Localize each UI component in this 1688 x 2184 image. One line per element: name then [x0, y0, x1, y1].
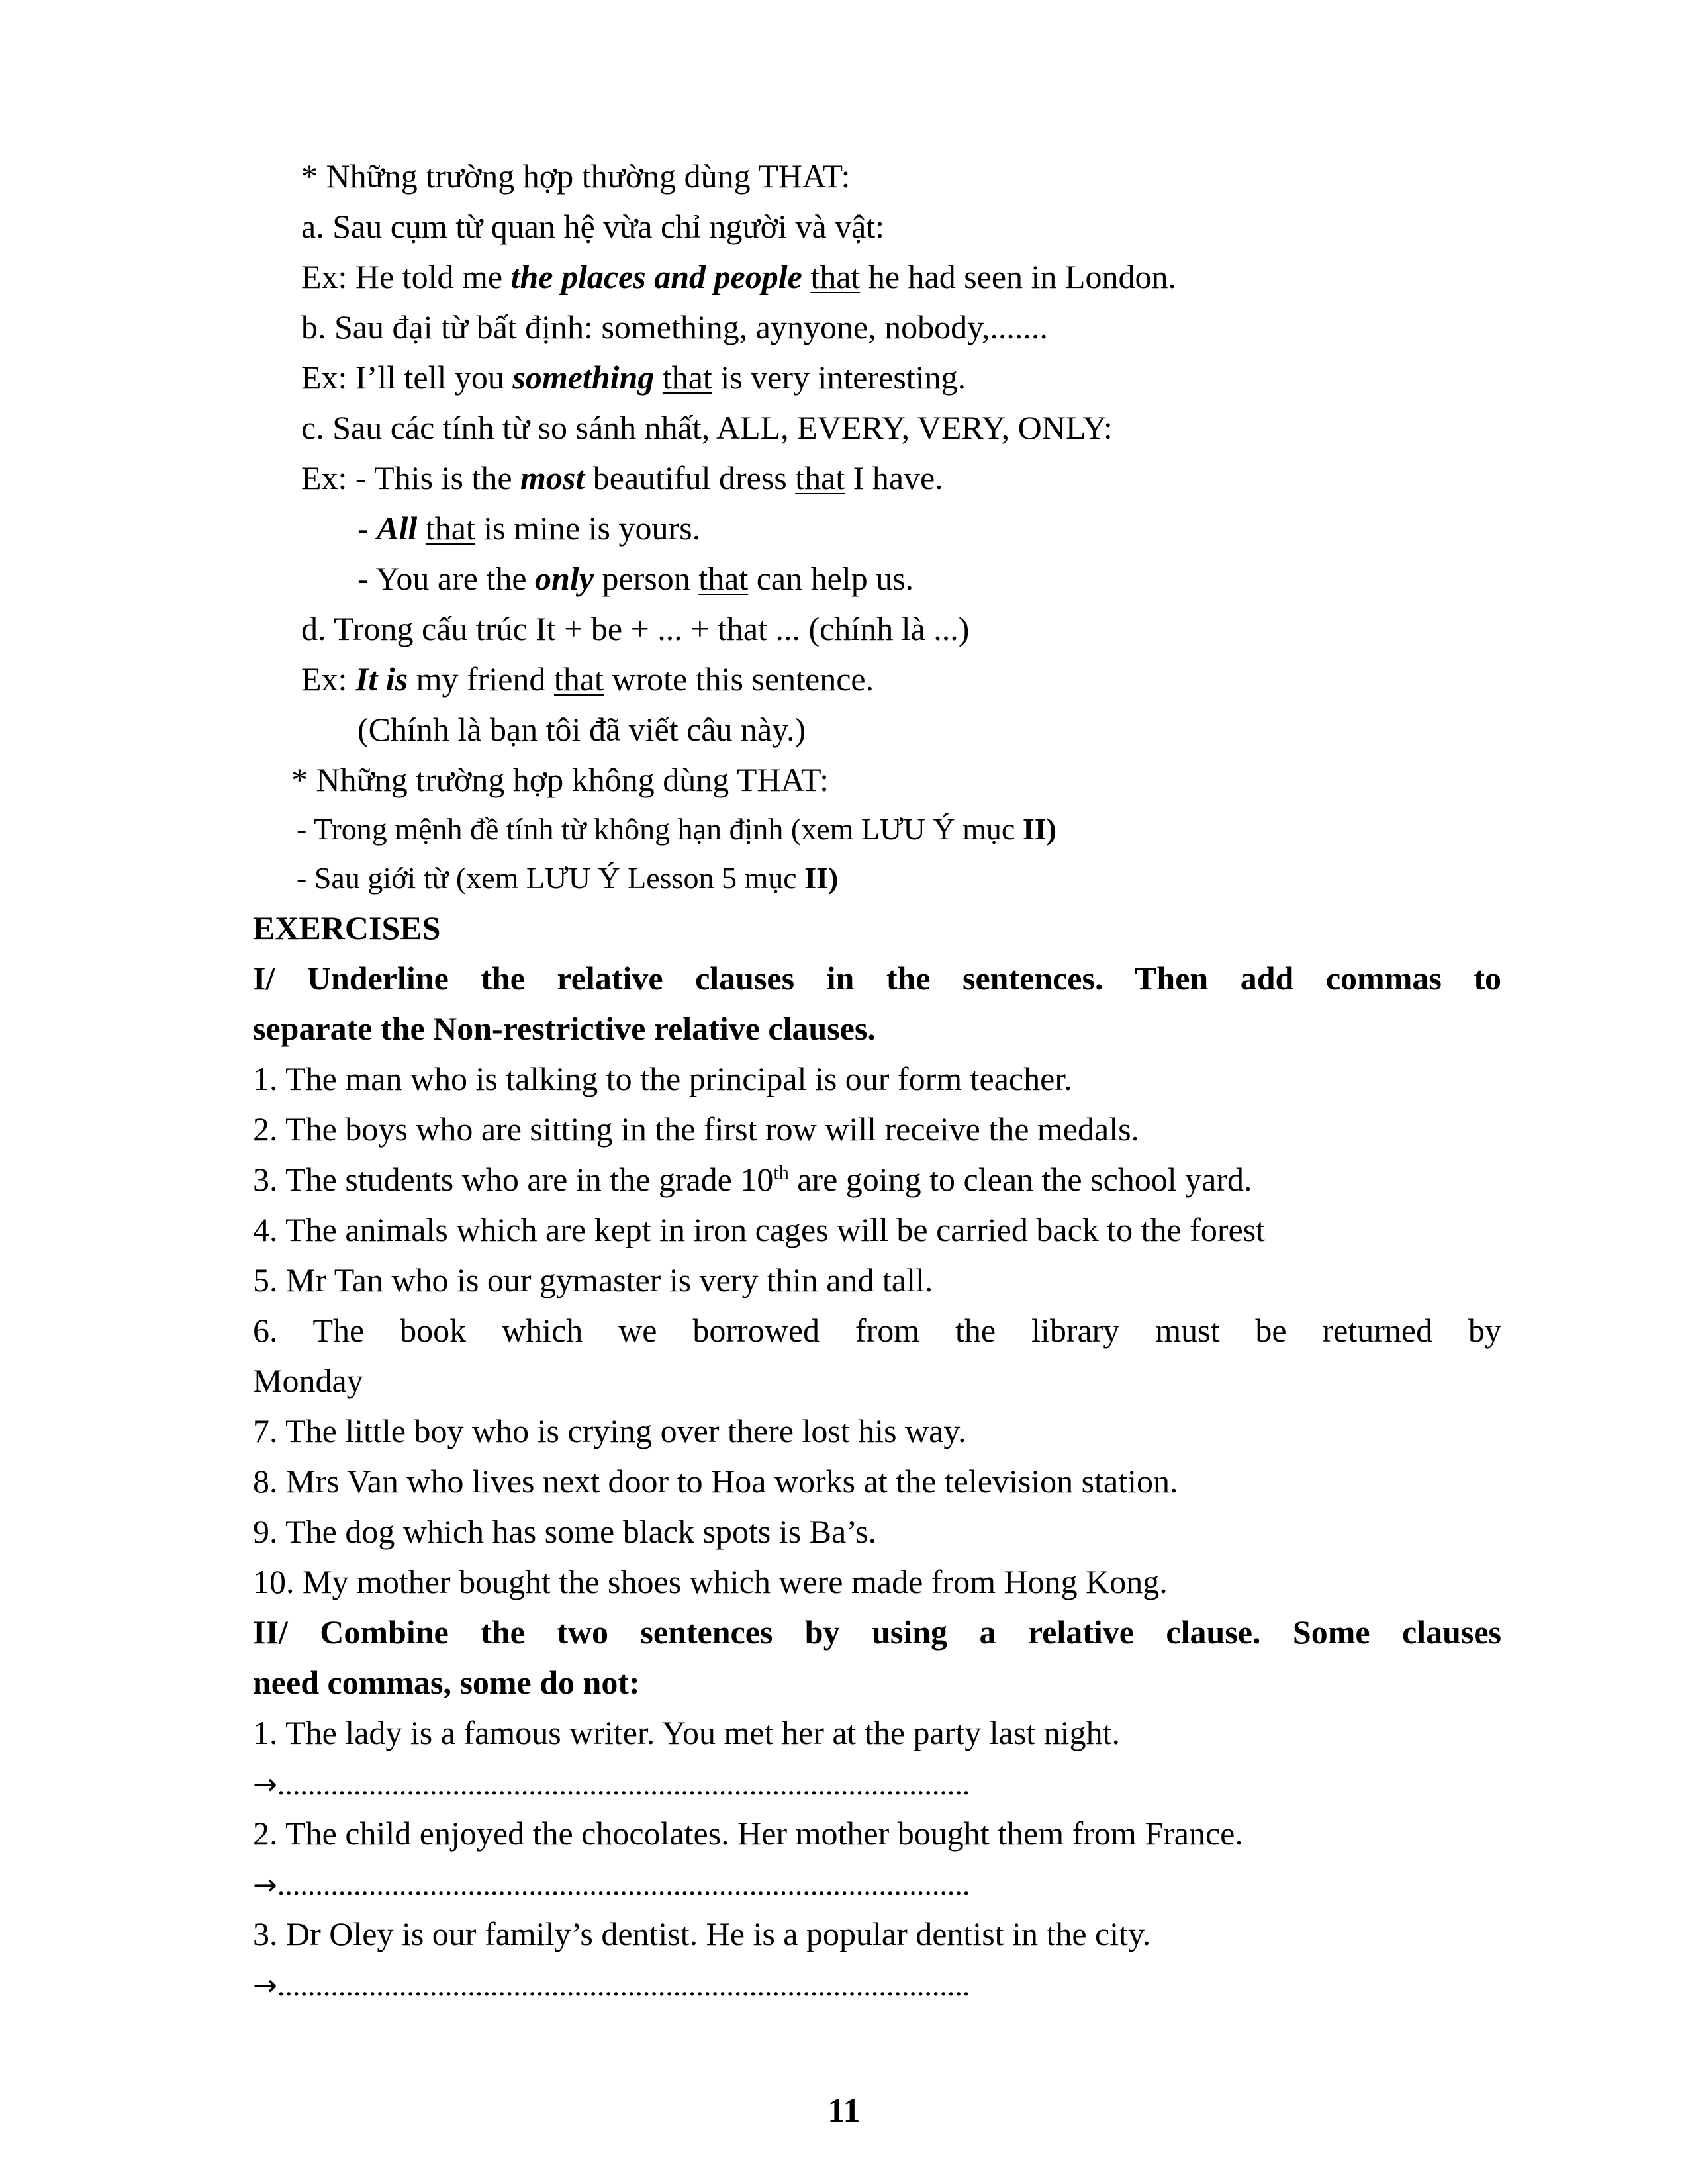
part1-sentence-1: 1. The man who is talking to the principal is our form teacher. [253, 1060, 1072, 1097]
example-b: Ex: I’ll tell you something that is very interesting. [301, 359, 966, 396]
rule-c: c. Sau các tính từ so sánh nhất, ALL, EVERY, VERY, ONLY: [301, 409, 1113, 446]
that-usage-heading: * Những trường hợp thường dùng THAT: [301, 158, 851, 195]
example-c1: Ex: - This is the most beautiful dress that I have. [301, 459, 943, 496]
rule-b: b. Sau đại từ bất định: something, aynyone, nobody,....... [301, 308, 1048, 345]
example-a: Ex: He told me the places and people that he had seen in London. [301, 258, 1176, 295]
part2-instruction-line2: need commas, some do not: [253, 1664, 640, 1701]
exercises-title: EXERCISES [253, 909, 441, 946]
part1-instruction-line1: I/ Underline the relative clauses in the sentences. Then add commas to [253, 960, 1501, 997]
arrow-icon: → [253, 1868, 277, 1902]
part1-sentence-2: 2. The boys who are sitting in the first row will receive the medals. [253, 1111, 1140, 1148]
answer-line-1[interactable]: →........................................................................................... [253, 1767, 970, 1801]
part2-instruction-line1: II/ Combine the two sentences by using a relative clause. Some clauses [253, 1614, 1501, 1651]
part1-instruction-line2: separate the Non-restrictive relative clauses. [253, 1010, 876, 1047]
part2-question-1: 1. The lady is a famous writer. You met her at the party last night. [253, 1714, 1120, 1751]
arrow-icon: → [253, 1768, 277, 1801]
page-number: 11 [827, 2092, 861, 2130]
rule-a: a. Sau cụm từ quan hệ vừa chỉ người và vật: [301, 208, 885, 245]
part1-sentence-5: 5. Mr Tan who is our gymaster is very thin and tall. [253, 1261, 933, 1298]
answer-line-3[interactable]: →........................................................................................... [253, 1968, 970, 2003]
part2-question-2: 2. The child enjoyed the chocolates. Her mother bought them from France. [253, 1815, 1243, 1852]
part1-sentence-8: 8. Mrs Van who lives next door to Hoa works at the television station. [253, 1463, 1178, 1500]
part1-sentence-10: 10. My mother bought the shoes which were made from Hong Kong. [253, 1563, 1168, 1600]
answer-line-2[interactable]: →........................................................................................... [253, 1868, 970, 1902]
example-d-translation: (Chính là bạn tôi đã viết câu này.) [357, 711, 806, 748]
no-that-item-2: - Sau giới từ (xem LƯU Ý Lesson 5 mục II) [297, 861, 839, 895]
no-that-item-1: - Trong mệnh đề tính từ không hạn định (xem LƯU Ý mục II) [297, 812, 1056, 846]
no-that-heading: * Những trường hợp không dùng THAT: [291, 761, 829, 798]
example-c3: - You are the only person that can help us. [357, 560, 914, 597]
part1-sentence-7: 7. The little boy who is crying over there lost his way. [253, 1412, 966, 1449]
part1-sentence-3: 3. The students who are in the grade 10th are going to clean the school yard. [253, 1161, 1252, 1198]
part1-sentence-6-line1: 6. The book which we borrowed from the library must be returned by [253, 1312, 1501, 1349]
part2-question-3: 3. Dr Oley is our family’s dentist. He is a popular dentist in the city. [253, 1915, 1151, 1952]
arrow-icon: → [253, 1969, 277, 2003]
part1-sentence-9: 9. The dog which has some black spots is Ba’s. [253, 1513, 877, 1550]
example-c2: - All that is mine is yours. [357, 510, 701, 547]
part1-sentence-6-line2: Monday [253, 1362, 363, 1399]
rule-d: d. Trong cấu trúc It + be + ... + that ... (chính là ...) [301, 610, 970, 647]
example-d: Ex: It is my friend that wrote this sentence. [301, 660, 874, 698]
part1-sentence-4: 4. The animals which are kept in iron cages will be carried back to the forest [253, 1211, 1266, 1248]
